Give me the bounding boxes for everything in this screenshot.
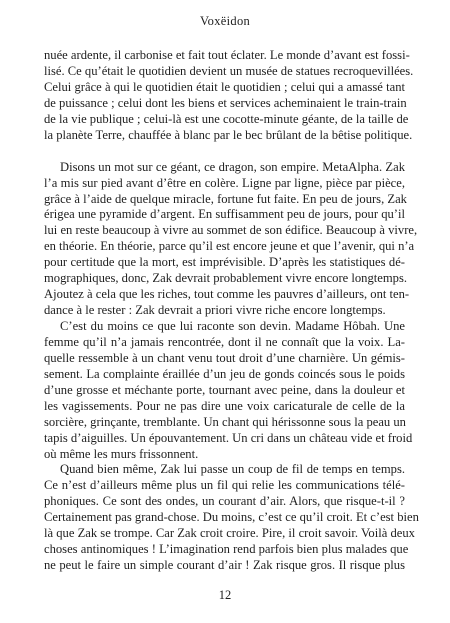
text-line: Ajoutez à cela que les riches, tout comme les pauvres d’ailleurs, ont ten- — [44, 287, 410, 302]
text-line: nuée ardente, il carbonise et fait tout éclater. Le monde d’avant est fossi- — [44, 48, 410, 62]
paragraph — [44, 319, 413, 462]
text-line: phoniques. Ce sont des ondes, un courant d’air. Alors, que risque-t-il ? — [44, 494, 405, 509]
text-line: ne peut le faire un simple courant d’air ! Zak risque gros. Il risque plus — [44, 558, 405, 573]
text-line: C’est du moins ce que lui raconte son devin. Madame Hôbah. Une — [60, 319, 405, 333]
paragraph — [44, 48, 414, 144]
text-line: la planète Terre, chauffée à blanc par le bec brûlant de la bêtise politique. — [44, 127, 413, 142]
text-line: érigea une pyramide d’argent. En suffisamment peu de jours, pour qu’il — [44, 207, 405, 222]
text-line: femme qu’il n’a jamais rencontrée, dont il ne connaît que la voix. La- — [44, 334, 405, 349]
text-line: Celui grâce à qui le quotidien était le quotidien ; celui qui a amassé tant — [44, 79, 405, 94]
text-line: sorcière, grinçante, tremblante. Un chant qui hérissonne sous la peau un — [44, 414, 406, 429]
text-line: en théorie. En théorie, parce qu’il est encore jeune et que l’avenir, qui n’a — [44, 239, 415, 254]
text-line: lui en reste beaucoup à vivre au sommet de son édifice. Beaucoup à vivre, — [44, 223, 418, 238]
text-line: lisé. Ce qu’était le quotidien devient un musée de statues recroquevillées. — [44, 63, 414, 78]
text-line: Ce n’est d’ailleurs même plus un fil qui relie les communications télé- — [44, 478, 405, 493]
text-line: là que Zak se trompe. Car Zak croit croire. Pire, il croit savoir. Voilà deux — [44, 526, 415, 541]
text-line: grâce à l’aide de quelque miracle, fortune fut faite. En peu de jours, Zak — [44, 191, 407, 206]
text-line: dance à le rester : Zak devrait a priori vivre riche encore longtemps. — [44, 303, 386, 318]
text-line: pour certitude que la mort, est imprévisible. D’après les statistiques dé- — [44, 255, 405, 270]
text-line: où même les murs frissonnent. — [44, 446, 199, 461]
running-head: Voxëidon — [199, 14, 251, 28]
text-line: Disons un mot sur ce géant, ce dragon, son empire. MetaAlpha. Zak — [60, 159, 405, 174]
body-text — [44, 48, 419, 574]
text-line: de la vie publique ; celui-là est une cocotte-minute géante, de la taille de — [44, 111, 409, 126]
text-line: choses antinomiques ! L’imagination rend parfois bien plus malades que — [44, 542, 409, 557]
text-line: mographiques, donc, Zak devrait probablement vivre encore longtemps. — [44, 271, 408, 286]
paragraph — [44, 462, 419, 574]
text-line: les vagissements. Pour ne pas dire une voix caricaturale de celle de la — [44, 398, 405, 413]
paragraph — [44, 159, 418, 319]
text-line: l’a mis sur pied avant d’être en colère. Ligne par ligne, pièce par pièce, — [44, 175, 405, 190]
section-break — [44, 144, 405, 160]
text-line: de puissance ; celui dont les biens et services acheminaient le train-train — [44, 95, 407, 110]
page-number: 12 — [218, 588, 232, 602]
text-line: Certainement pas grand-chose. Du moins, c’est ce qu’il croit. Et c’est bien — [44, 510, 419, 525]
text-line: Quand bien même, Zak lui passe un coup de fil de temps en temps. — [60, 462, 405, 477]
text-line: sement. La complainte éraillée d’un jeu de gonds coincés sous le poids — [44, 366, 405, 381]
text-line: quelle ressemble à un chant venu tout droit d’une charnière. Un gémis- — [44, 350, 405, 365]
text-line: tapis d’aiguilles. Un épouvantement. Un cri dans un château vide et froid — [44, 430, 413, 445]
text-line: d’une grosse et méchante porte, tournant avec peine, dans la douleur et — [44, 382, 405, 397]
